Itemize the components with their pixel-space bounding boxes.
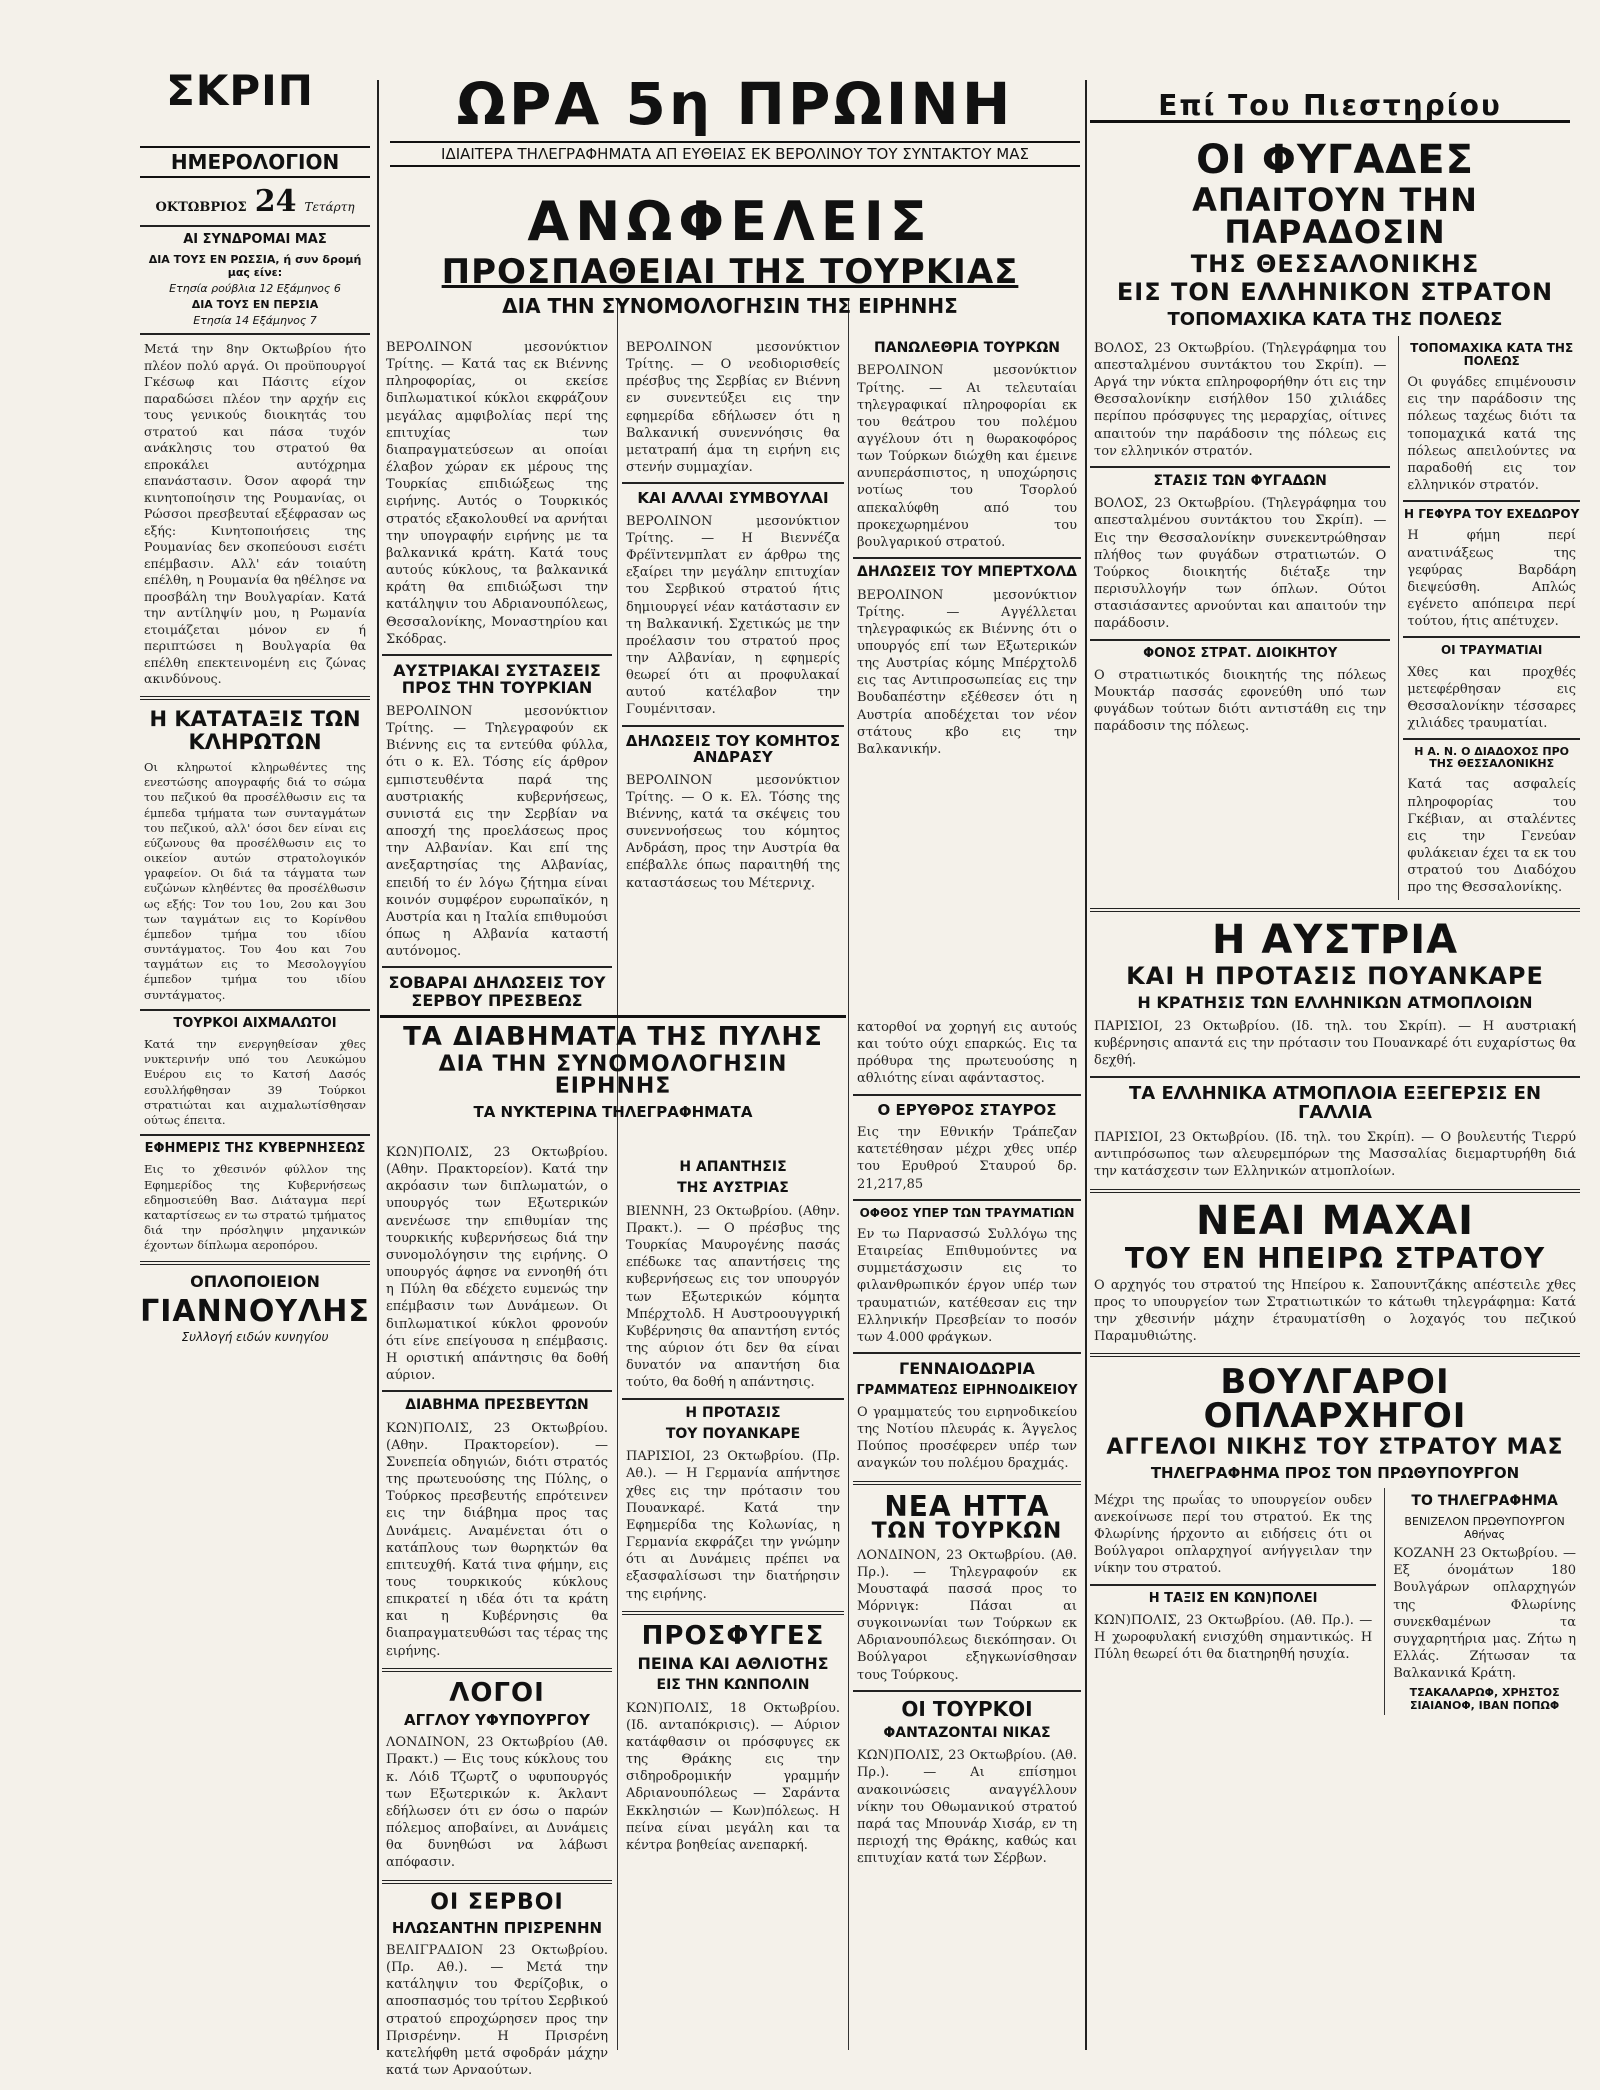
column-lower-c: [853, 1015, 1081, 2050]
date-weekday: Τετάρτη: [304, 200, 355, 214]
main-headline: ΑΝΩΦΕΛΕΙΣ: [527, 190, 933, 253]
column-center-right: [853, 335, 1081, 1005]
article-text: ΒΕΡΟΛΙΝΟΝ μεσονύκτιον Τρίτης. — Ο νεοδιορισθείς πρέσβυς της Σερβίας εν Βιέννη εν συνεντεύξει εις την εφημερίδα εδήλωσεν ότι η Βαλκανική συνεννόησις θα μετατραπή άμα τη ειρήνη εις στενήν συμμαχίαν.: [626, 340, 840, 476]
headline-crown-prince: Η Α. Ν. Ο ΔΙΑΔΟΧΟΣ ΠΡΟ ΤΗΣ ΘΕΣΣΑΛΟΝΙΚΗΣ: [1414, 745, 1570, 771]
headline-local: ΤΟΠΟΜΑΧΙΚΑ ΚΑΤΑ ΤΗΣ ΠΟΛΕΩΣ: [1410, 340, 1574, 368]
article-text: Εις το χθεσινόν φύλλον της Εφημερίδος της Κυβερνήσεως εδημοσιεύθη Βασ. Διάταγμα περί καταρτίσεως εν τω στρατώ τμήματος διά την πρόσληψιν μηχανικών έχοντων δίπλωμα αεροπόρου.: [144, 1162, 366, 1253]
subscriptions-heading: ΑΙ ΣΥΝΔΡΟΜΑΙ ΜΑΣ: [183, 232, 327, 247]
article-text: ΚΩΝ)ΠΟΛΙΣ, 23 Οκτωβρίου. (Αθ. Πρ.). — Η χωροφυλακή ενισχύθη σημαντικώς. Η Πύλη θεωρεί ότι θα διατηρηθή ησυχία.: [1094, 1612, 1373, 1663]
telegram-addressee: ΒΕΝΙΖΕΛΟΝ ΠΡΩΘΥΠΟΥΡΓΟΝ Αθήνας: [1404, 1515, 1565, 1542]
headline-turkish-rout: ΠΑΝΩΛΕΘΡΙΑ ΤΟΥΡΚΩΝ: [874, 340, 1060, 356]
ad-name: ΓΙΑΝΝΟΥΛΗΣ: [140, 1293, 370, 1329]
headline-prisoners: ΤΟΥΡΚΟΙ ΑΙΧΜΑΛΩΤΟΙ: [173, 1015, 337, 1031]
article-text: ΠΑΡΙΣΙΟΙ, 23 Οκτωβρίου. (Ιδ. τηλ. του Σκρίπ). — Η αυστριακή κυβέρνησις απαντά εις την πρότασιν του Πουανκαρέ ότι ευχαρίστως θα δεχθή.: [1094, 1019, 1576, 1069]
date-line: [140, 184, 370, 219]
article-text: Ο γραμματεύς του ειρηνοδικείου της Νοτίου πλευράς κ. Άγγελος Πούπος προσέφερεν υπέρ των αναγκών του πολέμου δραχμάς.: [857, 1404, 1077, 1472]
column-center-left: [382, 335, 612, 1010]
headline-bulgarian-chiefs: ΒΟΥΛΓΑΡΟΙ ΟΠΛΑΡΧΗΓΟΙ: [1203, 1362, 1467, 1437]
article-text: ΚΟΖΑΝΗ 23 Οκτωβρίου. — Εξ όνομάτων 180 Βουλγάρων οπλαρχηγών της Φλωρίνης συνεκθαμένων τα συγχαρητήρια μας. Ζήτω η Ελλάς. Ζήτωσαν τα Βαλκανικά Κράτη.: [1393, 1546, 1576, 1682]
column-lower-b: [622, 1140, 844, 2050]
headline-bridge: Η ΓΕΦΥΡΑ ΤΟΥ ΕΧΕΔΩΡΟΥ: [1404, 507, 1580, 522]
headline-austria-2: ΚΑΙ Η ΠΡΟΤΑΣΙΣ ΠΟΥΑΝΚΑΡΕ: [1126, 962, 1544, 991]
press-title: Επί Του Πιεστηρίου: [1158, 89, 1502, 122]
headline-wounded: ΟΦΘΟΣ ΥΠΕΡ ΤΩΝ ΤΡΑΥΜΑΤΙΩΝ: [859, 1205, 1075, 1220]
headline-proposal-sub: ΤΟΥ ΠΟΥΑΝΚΑΡΕ: [665, 1425, 801, 1442]
article-text: Ο στρατιωτικός διοικητής της πόλεως Μουκτάρ πασσάς εφονεύθη υπό των φυγάδων τούτων διότι αντιστάθη εις την παράδοσιν της πόλεως.: [1094, 667, 1387, 735]
article-text: Η φήμη περί ανατινάξεως της γεφύρας Βαρδάρη διεψεύσθη. Απλώς εγένετο απόπειρα περί τούτου, ήτις απέτυχεν.: [1407, 528, 1576, 630]
headline-conscripts: Η ΚΑΤΑΤΑΞΙΣ ΤΩΝ ΚΛΗΡΩΤΩΝ: [149, 706, 361, 754]
article-text: κατορθοί να χορηγή εις αυτούς και τούτο ούχι επαρκώς. Εις τα πρόθυρα της πρωτευούσης η αθλιότης είναι αφάνταστος.: [857, 1020, 1077, 1087]
article-text: ΒΕΡΟΛΙΝΟΝ μεσονύκτιον Τρίτης. — Κατά τας εκ Βιέννης πληροφορίας, οι εκείσε διπλωματικοί κύκλοι εκφράζουν μεγάλας αμφιβολίας περί της επιτυχίας των διαπραγματεύσεων αι οποίαι έλαβον χώραν εκ μέρους της Τουρκίας επιδιώξεως της ειρήνης. Αυτός ο Τουρκικός στρατός εξακολουθεί να αρνήται την υπογραφήν ειρήνης με τα βαλκανικά κράτη. Κατά τους αυτούς κύκλους, τα βαλκανικά κράτη θα επιδιώξωσι την κατάληψιν του Αδριανουπόλεως, Θεσσαλονίκης, Μοναστηρίου και Σκόδρας.: [386, 340, 608, 647]
ad-gunsmith: ΟΠΛΟΠΟΙΕΙΟΝ: [190, 1272, 320, 1292]
column-center-mid: [622, 335, 844, 1005]
porte-headline-block: [380, 1015, 846, 1127]
headline-fugitives-5: ΤΟΠΟΜΑΧΙΚΑ ΚΑΤΑ ΤΗΣ ΠΟΛΕΩΣ: [1167, 309, 1503, 330]
article-text: ΚΩΝ)ΠΟΛΙΣ, 23 Οκτωβρίου. (Αθην. Πρακτορείον). — Συνεπεία οδηγιών, διότι στρατός της πρωτευούσης της Πύλης, ο Τούρκος πρεσβευτής επρότεινεν εις την διάβημα προς τας Δυνάμεις. Αναμένεται ότι ο κατάπλους των θωρηκτών θα επιτευχθή. Κατά τινα φήμην, εις τους τουρκικούς κύκλους επικρατεί η ιδέα ότι τα κράτη και η Κυβέρνησις θα διαπραγματευθώσι τας τέρας της ειρήνης.: [386, 1420, 608, 1659]
headline-fugitives-4: ΕΙΣ ΤΟΝ ΕΛΛΗΝΙΚΟΝ ΣΤΡΑΤΟΝ: [1116, 278, 1554, 306]
article-text: ΒΟΛΟΣ, 23 Οκτωβρίου. (Τηλεγράφημα του απεσταλμένου συντάκτου του Σκρίπ). — Εις την Θεσσαλονίκην συνεκεντρώθησαν πλήθος των φυγάδων στρατιωτών. Ο Τούρκος διοικητής διέταξε την περισυλλογήν των όπλων. Ούτοι στασιάσαντες αρνούνται και απαιτούν την παράδοσιν.: [1094, 496, 1387, 632]
article-text: Εν τω Παρνασσώ Συλλόγω της Εταιρείας Επιθυμούντες να συμμετάσχωσιν εις το φιλανθρωπικόν έργον υπέρ των τραυματιών, κατέθεσαν εις την Ελληνικήν Πρεσβείαν το ποσόν των 4.000 φράγκων.: [857, 1226, 1077, 1345]
headline-ambassadors: ΔΙΑΒΗΜΑ ΠΡΕΣΒΕΥΤΩΝ: [405, 1397, 589, 1414]
ad-tagline: Συλλογή ειδών κυνηγίου: [181, 1329, 329, 1344]
headline-austria-3: Η ΚΡΑΤΗΣΙΣ ΤΩΝ ΕΛΛΗΝΙΚΩΝ ΑΤΜΟΠΛΟΙΩΝ: [1137, 993, 1533, 1013]
headline-bulgarian-chiefs-2: ΑΓΓΕΛΟΙ ΝΙΚΗΣ ΤΟΥ ΣΤΡΑΤΟΥ ΜΑΣ: [1106, 1435, 1564, 1461]
article-text: Εις την Εθνικήν Τράπεζαν κατετέθησαν μέχρι χθες υπέρ του Ερυθρού Σταυρού δρ. 21,217,85: [857, 1125, 1077, 1192]
article-text: ΒΕΡΟΛΙΝΟΝ μεσονύκτιον Τρίτης. — Τηλεγραφούν εκ Βιέννης εις τα εντεύθα φύλλα, ότι ο κ. Ελ. Τόσης είς άρθρον εμπιστευθέντα παρά της αυστριακής κυβερνήσεως, συνιστά εις την Σερβίαν να αποσχή της προελάσεως προς την Αλβανίαν. Και επί της ανεξαρτησίας της Αλβανίας, επειδή το έν λόγω ζήτημα είναι κοινόν συμφέρον ευρωπαϊκόν, η Αυστρία και η Ιταλία επιθυμούσι όπως η Αλβανία καταστή αυτόνομος.: [386, 704, 608, 960]
headline-other-advice: ΚΑΙ ΑΛΛΑΙ ΣΥΜΒΟΥΛΑΙ: [637, 489, 829, 508]
headline-fugitives-3: ΤΗΣ ΘΕΣΣΑΛΟΝΙΚΗΣ: [1190, 250, 1480, 278]
headline-turks-sub: ΦΑΝΤΑΖΟΝΤΑΙ ΝΙΚΑΣ: [883, 1724, 1051, 1741]
article-text: ΚΩΝ)ΠΟΛΙΣ, 23 Οκτωβρίου. (Αθην. Πρακτορείον). Κατά την ακρόασιν των διπλωματών, ο υπουργός των Εξωτερικών ανενέωσε την επιθυμίαν της τουρκικής κυβερνήσεως διά την συνομολόγησιν της ειρήνης. Ο υπουργός άφησε να εννοηθή ότι η Πύλη θα εδέχετο ευμενώς την επέμβασιν των Δυνάμεων. Οι διπλωματικοί κύκλοι φρονούν ότι είνε επείγουσα η επέμβασις. Η οριστική απάντησις θα δοθή αύριον.: [386, 1145, 608, 1384]
article-text: Μετά την 8ην Οκτωβρίου ήτο πλέον πολύ αργά. Οι προϋπουργοί Γκέσωφ και Πάσιτς είχον παραδώσει πλέον την αρχήν εις τους γενικούς διοικητάς του στρατού και πάσα τυχόν ανάκλησις του στρατού θα επροκάλει αυτόχρημα επανάστασιν. Όσον αφορά την κινητοποίησιν της Ρουμανίας, οι Ρώσσοι πρεσβευταί εξέφρασαν ως εξής: Κινητοποιήσεις της Ρουμανίας δεν σκοπεύουσι εισέτι επέμβασιν. Αλλ' εάν τοιαύτη επέλθη, η Ρουμανία θα ηθέλησε να προσβάλη την Βουλγαρίαν. Κατά την αντίληψίν μου, η Ρωμανία ετοιμάζεται μόνον εν ή περιπτώσει η Βουλγαρία θα επέλθη επεκτεινομένη εις ζώνας ακινδύνους.: [144, 341, 366, 687]
headline-bulgarian-chiefs-3: ΤΗΛΕΓΡΑΦΗΜΑ ΠΡΟΣ ΤΟΝ ΠΡΩΘΥΠΟΥΡΓΟΝ: [1150, 1464, 1520, 1483]
article-text: ΒΕΡΟΛΙΝΟΝ μεσονύκτιον Τρίτης. — Αγγέλλεται τηλεγραφικώς εκ Βιέννης ότι ο υπουργός επί των Εξωτερικών της Αυστρίας κόμης Μπέρχτολδ εις τας Αντιπροσωπείας εις την Βουδαπέστην εξέθεσεν ότι η Αυστρία αποδέχεται τον νέον στάτους κβο εις την Βαλκανικήν.: [857, 587, 1077, 757]
headline-fugitives: ΟΙ ΦΥΓΑΔΕΣ: [1196, 137, 1474, 183]
headline-steamers: ΤΑ ΕΛΛΗΝΙΚΑ ΑΤΜΟΠΛΟΙΑ ΕΞΕΓΕΡΣΙΣ ΕΝ ΓΑΛΛΙΑ: [1128, 1082, 1542, 1124]
column-right: [1090, 137, 1580, 2050]
headline-order: Η ΤΑΞΙΣ ΕΝ ΚΩΝ)ΠΟΛΕΙ: [1148, 1590, 1318, 1606]
headline-wounded-r: ΟΙ ΤΡΑΥΜΑΤΙΑΙ: [1440, 643, 1543, 658]
article-text: ΛΟΝΔΙΝΟΝ, 23 Οκτωβρίου. (Αθ. Πρ.). — Τηλεγραφούν εκ Μουσταφά πασσά προς το Μόρνιγκ: Πάσαι αι συγκοινωνίαι των Τούρκων εκ Αδριανουπόλεως διεκόπησαν. Οι Βούλγαροι εξηγκωνίσθησαν τους Τούρκους.: [857, 1547, 1077, 1683]
article-text: Οι κληρωτοί κληρωθέντες της ενεστώσης απογραφής διά το σώμα του πεζικού θα προσέλθωσιν εις τα έμπεδα τμήματα των συνταγμάτων του πεζικού, αλλ' όσοι δεν είναι εις εύζωνους θα προσέλθωσιν εις το οικείον αυτών στρατολογικόν γραφείον. Οι διά τα τάγματα των ευζώνων κληθέντες θα προσέλθωσιν ως εξής: Τον του 1ου, 2ου και 3ου των ταγμάτων εις το Κορίνθου έμπεδον τμήμα του ιδίου συντάγματος. Του 4ου και 7ου ταγμάτων εις το Μεσολογγίου έμπεδον τμήμα του ιδίου συντάγματος.: [144, 759, 366, 1002]
article-text: Χθες και προχθές μετεφέρθησαν εις Θεσσαλονίκην τέσσαρες χιλιάδες τραυματίαι.: [1407, 664, 1576, 732]
article-text: ΒΕΡΟΛΙΝΟΝ μεσονύκτιον Τρίτης. — Ο κ. Ελ. Τόσης της Βιέννης, κατά τα σκέψεις του συνεννοήσεως του κόμητος Ανδράση, προς την Αυστρία θα επέβαλλε όπως παραιτηθή της καταστάσεως του Μέτερνιχ.: [626, 772, 840, 891]
telegram-signatures: ΤΣΑΚΑΛΑΡΩΦ, ΧΡΗΣΤΟΣ ΣΙΑΙΑΝΟΦ, ΙΒΑΝ ΠΟΠΩΦ: [1409, 1686, 1560, 1713]
headline-answer-sub: ΤΗΣ ΑΥΣΤΡΙΑΣ: [677, 1180, 789, 1197]
diary-heading: ΗΜΕΡΟΛΟΓΙΟΝ: [140, 146, 370, 178]
headline-refugees: ΠΡΟΣΦΥΓΕΣ: [641, 1620, 825, 1651]
article-text: Μέχρι της πρωΐας το υπουργείον ουδεν ανεκοίνωσε περί του στρατού. Εκ της Φλωρίνης ήρχοντο αι ειδήσεις ότι οι Βούλγαροι οπλαρχηγοί ανήγγειλαν την νίκην του στρατού.: [1094, 1492, 1373, 1577]
headline-gazette: ΕΦΗΜΕΡΙΣ ΤΗΣ ΚΥΒΕΡΝΗΣΕΩΣ: [144, 1141, 366, 1157]
subs-russia-price: Ετησία ρούβλια 12 Εξάμηνος 6: [169, 282, 341, 296]
porte-headline: ΤΑ ΔΙΑΒΗΜΑΤΑ ΤΗΣ ΠΥΛΗΣ: [403, 1022, 823, 1052]
headline-telegram: ΤΟ ΤΗΛΕΓΡΑΦΗΜΑ: [1411, 1492, 1558, 1509]
headline-generosity: ΓΕΝΝΑΙΟΔΩΡΙΑ: [899, 1359, 1035, 1379]
headline-new-defeat-sub: ΤΩΝ ΤΟΥΡΚΩΝ: [871, 1518, 1063, 1544]
headline-new-battles-2: ΤΟΥ ΕΝ ΗΠΕΙΡΩ ΣΤΡΑΤΟΥ: [1124, 1241, 1546, 1275]
article-text: Κατά την ενεργηθείσαν χθες νυκτερινήν υπό του Λευκώμου Ευέρου εις το Κατσή Δασός εσυλλήφθησαν 39 Τούρκοι στρατιώται και αιχμαλωτίσθησαν ούτως έπειτα.: [144, 1037, 366, 1127]
subs-russia: ΔΙΑ ΤΟΥΣ ΕΝ ΡΩΣΣΙΑ, ή συν δρομή μας είνε:: [148, 253, 362, 280]
headline-berchtold: ΔΗΛΩΣΕΙΣ ΤΟΥ ΜΠΕΡΤΧΟΛΔ: [857, 564, 1077, 581]
porte-subheadline: ΔΙΑ ΤΗΝ ΣΥΝΟΜΟΛΟΓΗΣΙΝ ΕΙΡΗΝΗΣ: [438, 1052, 788, 1099]
headline-austrian-advice: ΑΥΣΤΡΙΑΚΑΙ ΣΥΣΤΑΣΕΙΣ ΠΡΟΣ ΤΗΝ ΤΟΥΡΚΙΑΝ: [393, 660, 601, 698]
article-text: ΚΩΝ)ΠΟΛΙΣ, 23 Οκτωβρίου. (Αθ. Πρ.). — Αι επίσημοι ανακοινώσεις αναγγέλλουν νίκην του Οθωμανικού στρατού παρά τας Μπουνάρ Χισάρ, εν τη περιοχή της Θράκης, καθώς και επιτυχίαν κατά των Σέρβων.: [857, 1748, 1077, 1867]
article-text: ΚΩΝ)ΠΟΛΙΣ, 18 Οκτωβρίου. (Ιδ. ανταπόκρισις). — Αύριον κατάφθασιν οι πρόσφυγες εκ της Θράκης εις την σιδηροδρομικήν γραμμήν Αδριανουπόλεως — Σαράντα Εκκλησιών — Κων)πόλεως. Η πείνα είναι μεγάλη και τα κέντρα βοηθείας ανεπαρκή.: [626, 1700, 840, 1853]
masthead-center: [390, 70, 1080, 170]
edition-title: ΩΡΑ 5η ΠΡΩΙΝΗ: [456, 70, 1014, 138]
article-text: ΠΑΡΙΣΙΟΙ, 23 Οκτωβρίου. (Ιδ. τηλ. του Σκρίπ). — Ο βουλευτής Τιερρύ αντιπρόσωπος των αλευρεμπόρων της Μασσαλίας διεμαρτυρήθη διά την κατάσχεσιν των Ελληνικών ατμοπλοίων.: [1094, 1130, 1576, 1180]
article-text: ΒΟΛΟΣ, 23 Οκτωβρίου. (Τηλεγράφημα του απεσταλμένου συντάκτου του Σκρίπ). — Αργά την νύκτα επληροφορήθην ότι εις την Θεσσαλονίκην εισήλθον 150 χιλιάδες περίπου πρόσφυγες της μεραρχίας, οίτινες απαιτούν την παράδοσιν της πόλεως εις τον ελληνικόν στρατόν.: [1094, 340, 1387, 459]
headline-serbs-sub: ΗΛΩΣΑΝΤΗΝ ΠΡΙΣΡΕΝΗΝ: [391, 1918, 603, 1937]
subs-persia: ΔΙΑ ΤΟΥΣ ΕΝ ΠΕΡΣΙΑ: [191, 298, 319, 312]
headline-proposal: Η ΠΡΟΤΑΣΙΣ: [685, 1404, 781, 1421]
article-text: Ο αρχηγός του στρατού της Ηπείρου κ. Σαπουντζάκης απέστειλε χθες προς το υπουργείον των Στρατιωτικών το κάτωθι τηλεγράφημα: Κατά την χθεσινήν μάχην έτραυματίσθη ο λοχαγός του πεζικού Παραμυθιώτης.: [1094, 1277, 1576, 1345]
headline-murder: ΦΟΝΟΣ ΣΤΡΑΤ. ΔΙΟΙΚΗΤΟΥ: [1143, 645, 1338, 661]
article-text: ΠΑΡΙΣΙΟΙ, 23 Οκτωβρίου. (Πρ. Αθ.). — Η Γερμανία απήντησε χθες εις την πρότασιν του Πουανκαρέ. Κατά την Εφημερίδα της Κολωνίας, η Γερμανία εκφράζει την γνώμην ότι αι Δυνάμεις πρέπει να εξασφαλίσωσι την διατήρησιν της ειρήνης.: [626, 1449, 840, 1602]
headline-new-defeat: ΝΕΑ ΗΤΤΑ: [884, 1489, 1050, 1523]
headline-answer: Η ΑΠΑΝΤΗΣΙΣ: [679, 1159, 787, 1175]
headline-new-battles: ΝΕΑΙ ΜΑΧΑΙ: [1195, 1197, 1474, 1244]
headline-serb-ambassador: ΣΟΒΑΡΑΙ ΔΗΛΩΣΕΙΣ ΤΟΥ ΣΕΡΒΟΥ ΠΡΕΣΒΕΩΣ: [388, 973, 606, 1010]
article-text: ΒΕΡΟΛΙΝΟΝ μεσονύκτιον Τρίτης. — Η Βιεννέζα Φρέϊντενμπλατ εν άρθρω της εξαίρει την μεγάλην επιτυχίαν του Σερβικού στρατού ήτις δημιουργεί νέαν κατάστασιν εν τη Βαλκανική. Σχετικώς με την προέλασιν του στρατού προς την Αλβανίαν, η εφημερίς θεωρεί ότι αι προφυλακαί αυτού κατέλαβον την Γουμένιτσαν.: [626, 513, 840, 718]
main-subheadline: ΠΡΟΣΠΑΘΕΙΑΙ ΤΗΣ ΤΟΥΡΚΙΑΣ: [441, 252, 1019, 292]
headline-generosity-sub: ΓΡΑΜΜΑΤΕΩΣ ΕΙΡΗΝΟΔΙΚΕΙΟΥ: [856, 1382, 1078, 1398]
headline-andrassy: ΔΗΛΩΣΕΙΣ ΤΟΥ ΚΟΜΗΤΟΣ ΑΝΔΡΑΣΥ: [625, 731, 841, 767]
edition-subtitle: ΙΔΙΑΙΤΕΡΑ ΤΗΛΕΓΡΑΦΗΜΑΤΑ ΑΠ ΕΥΘΕΙΑΣ ΕΚ ΒΕΡΟΛΙΝΟΥ ΤΟΥ ΣΥΝΤΑΚΤΟΥ ΜΑΣ: [390, 141, 1080, 167]
headline-refugees-place: ΕΙΣ ΤΗΝ ΚΩΝΠΟΛΙΝ: [656, 1677, 810, 1694]
masthead-right: [1090, 89, 1570, 123]
article-text: ΒΕΡΟΛΙΝΟΝ μεσονύκτιον Τρίτης. — Αι τελευταίαι τηλεγραφικαί πληροφορίαι εκ του θεάτρου του πολέμου αγγέλουν ότι η θωρακοφόρος των Τούρκων διώχθη και έμεινε ανυπεράσπιστος, η υποχώρησις νοτίως του Τσορλού απεκαλύφθη από του προκεχωρημένου του βουλγαρικού στρατού.: [857, 363, 1077, 550]
headline-austria: Η ΑΥΣΤΡΙΑ: [1211, 917, 1459, 964]
paper-name: ΣΚΡΙΠ: [166, 66, 314, 115]
subs-persia-price: Ετησία 14 Εξάμηνος 7: [193, 314, 317, 328]
article-text: ΒΕΛΙΓΡΑΔΙΟΝ 23 Οκτωβρίου. (Πρ. Αθ.). — Μετά την κατάληψιν του Φερίζοβικ, ο αποσπασμός του τρίτου Σερβικού στρατού επροχώρησεν προς την Πρισρένην. Η Πρισρένη κατελήφθη μετά σφοδράν μάχην κατά των Αρναούτων.: [386, 1943, 608, 2079]
article-text: Οι φυγάδες επιμένουσιν εις την παράδοσιν της πόλεως ταχέως διότι τα τοπομαχικά κατά της πόλεως απειλούντες να παραδοθή εις τον ελληνικόν στρατόν.: [1407, 375, 1576, 494]
headline-revolt: ΣΤΑΣΙΣ ΤΩΝ ΦΥΓΑΔΩΝ: [1153, 472, 1327, 489]
headline-speech: ΛΟΓΟΙ: [449, 1677, 545, 1708]
headline-fugitives-2: ΑΠΑΙΤΟΥΝ ΤΗΝ ΠΑΡΑΔΟΣΙΝ: [1192, 181, 1478, 251]
date-month: ΟΚΤΩΒΡΙΟΣ: [155, 200, 247, 215]
headline-turks: ΟΙ ΤΟΥΡΚΟΙ: [901, 1696, 1033, 1721]
headline-red-cross: Ο ΕΡΥΘΡΟΣ ΣΤΑΥΡΟΣ: [877, 1100, 1057, 1119]
column-left: [140, 140, 370, 2050]
main-headline-block: [380, 190, 1080, 323]
headline-speech-sub: ΑΓΓΛΟΥ ΥΦΥΠΟΥΡΓΟΥ: [404, 1710, 590, 1729]
headline-refugees-sub: ΠΕΙΝΑ ΚΑΙ ΑΘΛΙΟΤΗΣ: [637, 1653, 829, 1673]
column-lower-a: [382, 1140, 612, 2079]
porte-deck: ΤΑ ΝΥΚΤΕΡΙΝΑ ΤΗΛΕΓΡΑΦΗΜΑΤΑ: [473, 1103, 753, 1121]
date-day: 24: [254, 184, 297, 219]
article-text: Κατά τας ασφαλείς πληροφορίας του Γκέβιαν, αι σταλέντες εις την Γενεύαν φυλάκειαν έχει τα εκ του στρατού του Διαδόχου προ της Θεσσαλονίκης.: [1407, 777, 1576, 896]
headline-serbs: ΟΙ ΣΕΡΒΟΙ: [430, 1889, 564, 1915]
main-deck: ΔΙΑ ΤΗΝ ΣΥΝΟΜΟΛΟΓΗΣΙΝ ΤΗΣ ΕΙΡΗΝΗΣ: [502, 294, 958, 318]
article-text: ΒΙΕΝΝΗ, 23 Οκτωβρίου. (Αθην. Πρακτ.). — Ο πρέσβυς της Τουρκίας Μαυρογένης πασάς επέδωκε τας απαντήσεις της κυβερνήσεως εις τον υπουργόν των Εξωτερικών κόμητα Μπέρχτολδ. Η Αυστροουγγρική Κυβέρνησις θα απαντήση εντός της αύριον ότι δεν θα είναι δυνατόν να απαντήση δια τούτο, θα δοθή η απάντησις.: [626, 1203, 840, 1391]
article-text: ΛΟΝΔΙΝΟΝ, 23 Οκτωβρίου (Αθ. Πρακτ.) — Εις τους κύκλους του κ. Λόιδ Τζωρτζ ο υφυπουργός των Εξωτερικών κ. Άκλαντ εδήλωσεν ότι εν όσω ο παρών πόλεμος αποβαίνει, αι Δυνάμεις θα δυνηθώσι να λάβωσι απόφασιν.: [386, 1735, 608, 1871]
masthead-left: [140, 66, 340, 115]
